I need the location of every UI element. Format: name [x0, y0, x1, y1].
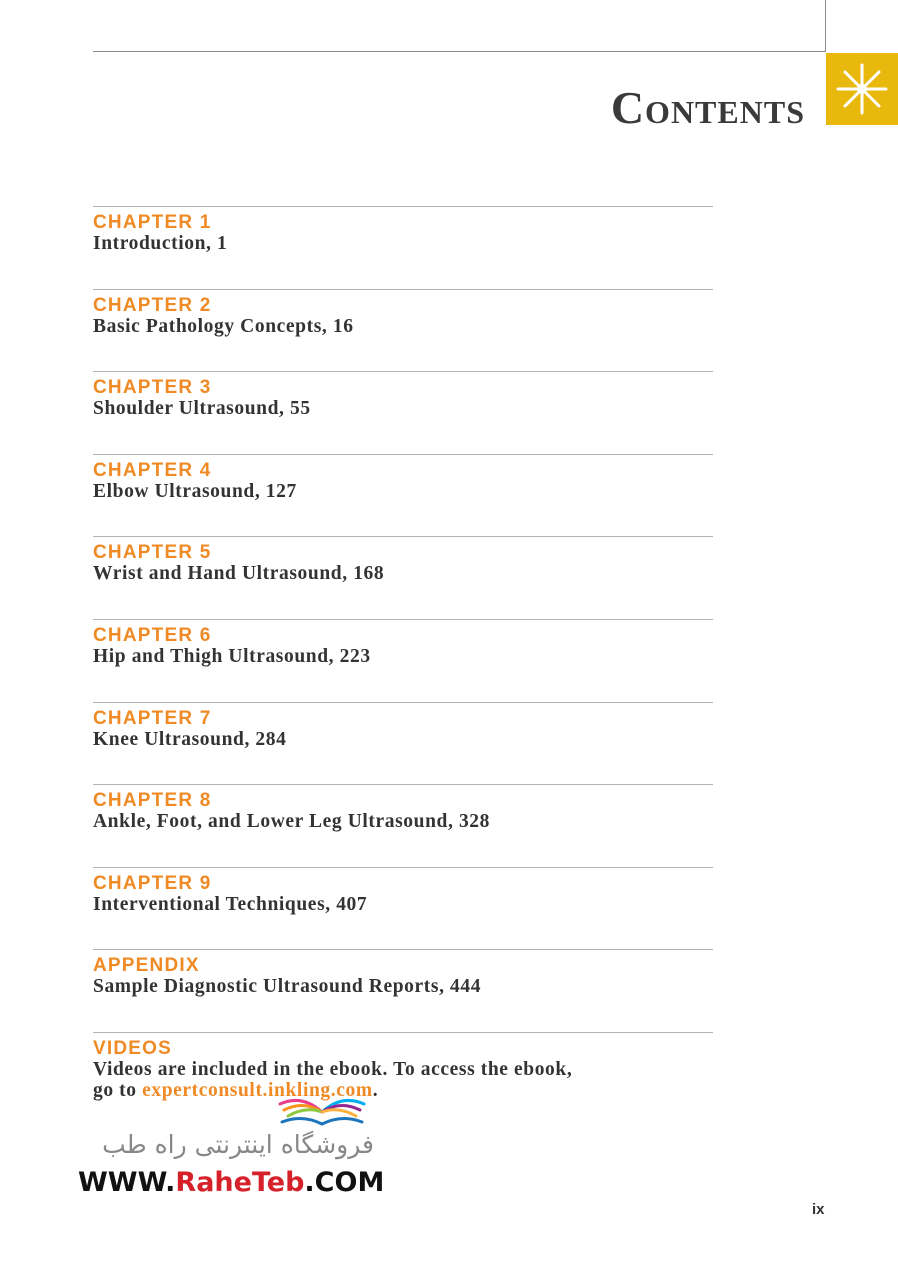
- toc-entry-chapter-1[interactable]: [93, 206, 713, 289]
- chapter-label: CHAPTER 3: [93, 377, 212, 399]
- table-of-contents: [93, 206, 713, 1115]
- videos-text-prefix: go to: [93, 1079, 143, 1101]
- chapter-title: Sample Diagnostic Ultrasound Reports, 444: [93, 976, 482, 998]
- watermark-url-brand: RaheTeb: [175, 1167, 305, 1198]
- watermark-url: [78, 1166, 384, 1200]
- chapter-label: CHAPTER 4: [93, 459, 212, 481]
- videos-label: VIDEOS: [93, 1037, 172, 1059]
- videos-description: [93, 1059, 693, 1101]
- header-vertical-rule: [825, 0, 826, 52]
- toc-entry-chapter-7[interactable]: [93, 702, 713, 785]
- chapter-label: CHAPTER 8: [93, 790, 212, 812]
- toc-entry-chapter-3[interactable]: [93, 371, 713, 454]
- chapter-label: CHAPTER 1: [93, 212, 212, 233]
- toc-entry-chapter-8[interactable]: [93, 784, 713, 867]
- chapter-title: Knee Ultrasound, 284: [93, 728, 287, 750]
- chapter-label: CHAPTER 5: [93, 542, 212, 564]
- watermark-persian-text: فروشگاه اینترنتی راه طب: [102, 1130, 374, 1159]
- toc-entry-chapter-5[interactable]: [93, 536, 713, 619]
- chapter-label: APPENDIX: [93, 955, 200, 977]
- chapter-title: Ankle, Foot, and Lower Leg Ultrasound, 328: [93, 811, 490, 833]
- videos-text-suffix: .: [372, 1079, 379, 1101]
- chapter-label: CHAPTER 9: [93, 872, 212, 894]
- ebook-link[interactable]: expertconsult.inkling.com: [142, 1079, 373, 1101]
- chapter-title: Introduction, 1: [93, 233, 228, 254]
- chapter-label: CHAPTER 2: [93, 294, 212, 316]
- page-title: Contents: [610, 82, 805, 133]
- open-book-logo-icon: [272, 1078, 372, 1130]
- chapter-title: Hip and Thigh Ultrasound, 223: [93, 645, 371, 667]
- chapter-title: Shoulder Ultrasound, 55: [93, 398, 311, 420]
- watermark-url-suffix: .COM: [304, 1167, 385, 1198]
- toc-entry-chapter-9[interactable]: [93, 867, 713, 950]
- watermark-url-prefix: WWW.: [78, 1167, 176, 1198]
- videos-text-line1: Videos are included in the ebook. To access the ebook,: [93, 1058, 573, 1080]
- toc-entry-chapter-6[interactable]: [93, 619, 713, 702]
- toc-entry-appendix[interactable]: [93, 949, 713, 1032]
- chapter-label: CHAPTER 7: [93, 707, 212, 729]
- page-number: ix: [812, 1201, 825, 1218]
- chapter-title: Wrist and Hand Ultrasound, 168: [93, 563, 385, 585]
- star-badge: [826, 53, 898, 125]
- chapter-label: CHAPTER 6: [93, 624, 212, 646]
- toc-entry-videos: [93, 1032, 713, 1115]
- chapter-title: Interventional Techniques, 407: [93, 893, 368, 915]
- toc-entry-chapter-2[interactable]: [93, 289, 713, 372]
- toc-entry-chapter-4[interactable]: [93, 454, 713, 537]
- chapter-title: Elbow Ultrasound, 127: [93, 480, 297, 502]
- chapter-title: Basic Pathology Concepts, 16: [93, 315, 354, 337]
- header-rule: [93, 51, 825, 52]
- star-icon: [826, 53, 898, 125]
